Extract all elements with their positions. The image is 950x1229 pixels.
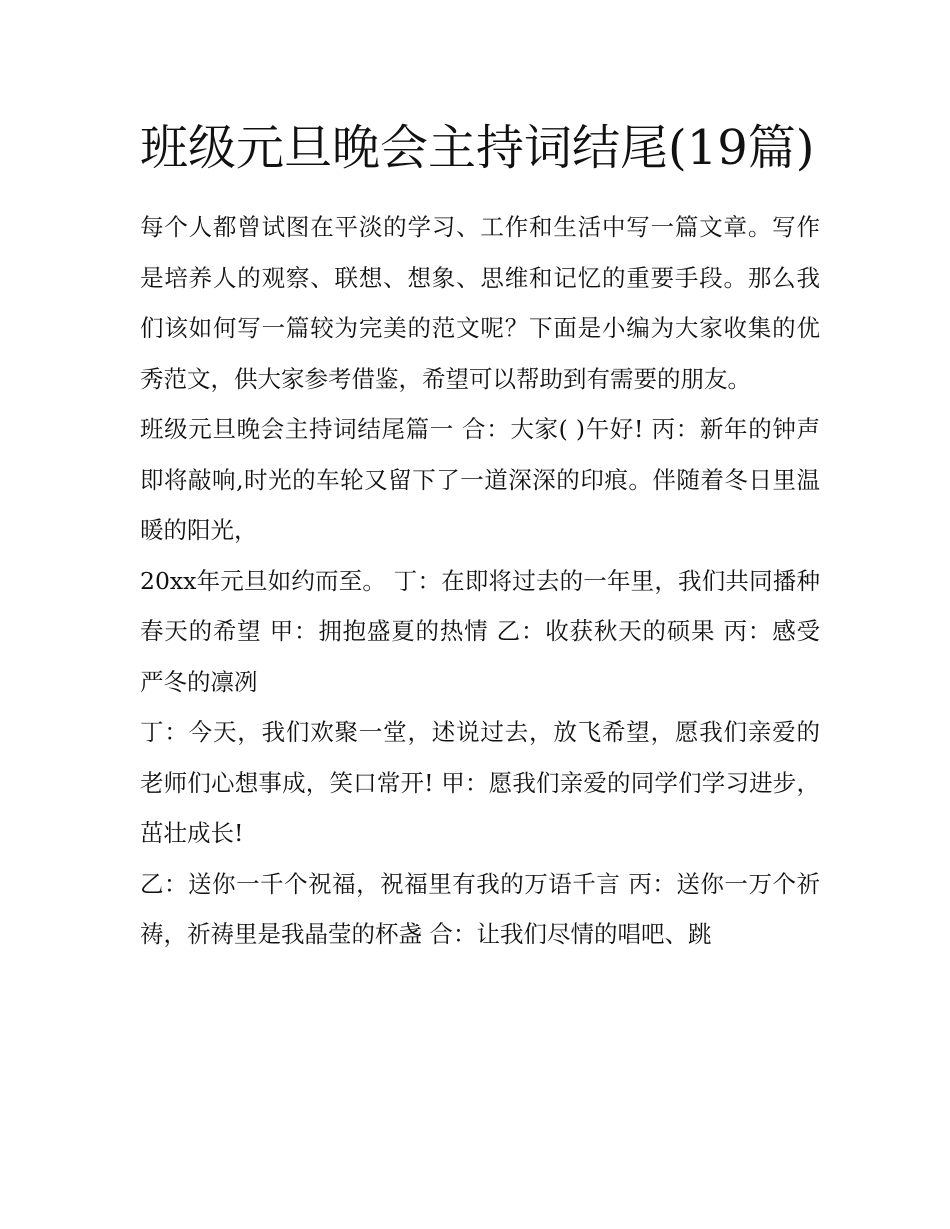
document-title: 班级元旦晚会主持词结尾(19篇) — [140, 120, 815, 176]
body-paragraph: 20xx年元旦如约而至。 丁：在即将过去的一年里，我们共同播种春天的希望 甲：拥抱盛夏的热情 乙：收获秋天的硕果 丙：感受严冬的凛冽 — [140, 566, 820, 696]
document-page — [140, 108, 820, 960]
body-paragraph: 丁：今天，我们欢聚一堂，述说过去，放飞希望，愿我们亲爱的老师们心想事成，笑口常开! 甲：愿我们亲爱的同学们学习进步，茁壮成长! — [140, 718, 820, 847]
body-paragraph: 乙：送你一千个祝福，祝福里有我的万语千言 丙：送你一万个祈祷，祈祷里是我晶莹的杯盏 合：让我们尽情的唱吧、跳 — [140, 869, 820, 948]
intro-paragraph: 每个人都曾试图在平淡的学习、工作和生活中写一篇文章。写作是培养人的观察、联想、想象、思维和记忆的重要手段。那么我们该如何写一篇较为完美的范文呢？下面是小编为大家收集的优秀范文，供大家参考借鉴，希望可以帮助到有需要的朋友。 — [140, 213, 820, 393]
body-paragraph: 班级元旦晚会主持词结尾篇一 合：大家( )午好! 丙：新年的钟声即将敲响,时光的车轮又留下了一道深深的印痕。伴随着冬日里温暖的阳光， — [140, 415, 820, 544]
